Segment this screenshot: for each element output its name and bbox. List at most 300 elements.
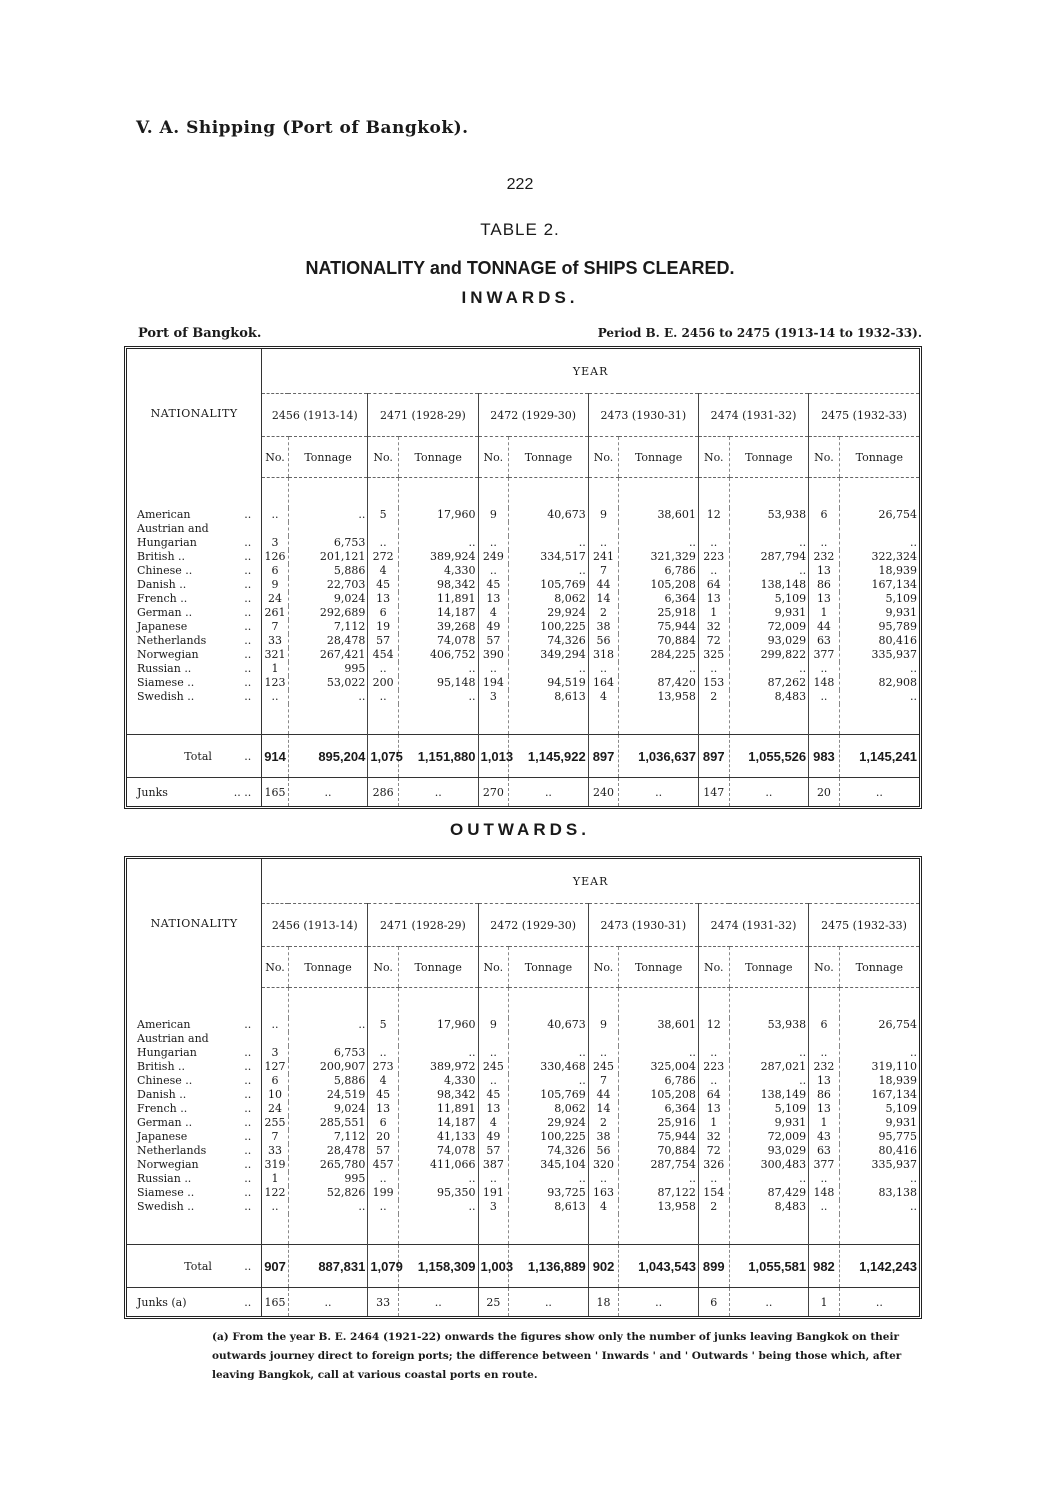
tonnage-value: 9,024 [288,1102,368,1116]
tonnage-value: .. [398,690,478,704]
ship-count: .. [478,536,509,550]
ship-count: 7 [271,620,279,633]
ship-count: 7 [588,564,619,578]
ship-count: 387 [478,1158,509,1172]
total-count: 902 [588,1245,619,1288]
tonnage-value: 287,021 [729,1060,809,1074]
ship-count: 2 [588,1116,619,1130]
ship-count: 9 [588,508,619,522]
total-count: 1,013 [478,735,509,778]
table-row [127,1144,919,1158]
nationality-name: American [137,508,191,521]
tonnage-value: 74,078 [398,634,478,648]
junks-count: 1 [809,1288,840,1317]
ship-count: 2 [698,1200,729,1214]
table-row [127,536,919,550]
ship-count: 56 [588,634,619,648]
tonnage-value: 299,822 [729,648,809,662]
tonnage-value [288,1032,368,1046]
ship-count [588,1032,619,1046]
tonnage-value: .. [288,1200,368,1214]
table-title: TABLE 2. [480,220,560,239]
ship-count: 1 [271,1172,279,1185]
table-row [127,1102,919,1116]
ship-count: 14 [588,1102,619,1116]
tonnage-value: .. [619,1046,699,1060]
tonnage-value: 5,886 [288,564,368,578]
tonnage-value [729,1032,809,1046]
tonnage-value: 325,004 [619,1060,699,1074]
table-row [127,1018,919,1032]
tonnage-header: Tonnage [398,947,478,988]
tonnage-value: .. [509,564,589,578]
tonnage-value: 24,519 [288,1088,368,1102]
tonnage-value: 5,886 [288,1074,368,1088]
ship-count: 24 [267,1102,282,1115]
total-count: 907 [262,1245,289,1288]
ship-count: 261 [264,606,286,619]
ship-count: 6 [368,606,399,620]
table-row [127,676,919,690]
no-header: No. [262,437,289,478]
nationality-name: Danish .. [137,1088,187,1101]
ship-count: 163 [588,1186,619,1200]
table-row [127,648,919,662]
tonnage-value: .. [398,1046,478,1060]
ship-count: 56 [588,1144,619,1158]
tonnage-value: 95,148 [398,676,478,690]
ship-count: 13 [698,1102,729,1116]
ship-count: 13 [809,1074,840,1088]
leader-dots: .. [244,648,252,661]
tonnage-value: 345,104 [509,1158,589,1172]
tonnage-value: 98,342 [398,578,478,592]
table-row [127,620,919,634]
ship-count: 33 [267,1144,282,1157]
tonnage-value: 335,937 [839,648,919,662]
tonnage-value: 167,134 [839,578,919,592]
tonnage-value: 4,330 [398,564,478,578]
tonnage-value [619,522,699,536]
tonnage-value: .. [729,1172,809,1186]
tonnage-value: 74,326 [509,1144,589,1158]
tonnage-header: Tonnage [729,947,809,988]
total-tonnage: 1,036,637 [619,735,699,778]
total-count: 914 [262,735,289,778]
tonnage-value: 5,109 [729,592,809,606]
ship-count: .. [271,690,279,703]
tonnage-value: 72,009 [729,620,809,634]
ship-count: .. [588,1172,619,1186]
ship-count: 325 [698,648,729,662]
junks-tonnage: .. [398,1288,478,1317]
ship-count: 255 [264,1116,286,1129]
leader-dots: .. [244,1158,252,1171]
ship-count: 1 [809,1116,840,1130]
nationality-name: Chinese .. [137,564,193,577]
no-header: No. [368,437,399,478]
ship-count: 49 [478,620,509,634]
ship-count: 127 [264,1060,286,1073]
tonnage-value: 13,958 [619,1200,699,1214]
ship-count: 9 [478,508,509,522]
ship-count: 5 [368,508,399,522]
nationality-header: NATIONALITY [127,349,262,478]
tonnage-value: 7,112 [288,620,368,634]
ship-count: 4 [368,564,399,578]
ship-count: 9 [478,1018,509,1032]
tonnage-value: 4,330 [398,1074,478,1088]
nationality-name: Russian .. [137,1172,192,1185]
junks-tonnage: .. [729,1288,809,1317]
table-row [127,1060,919,1074]
table-row [127,1200,919,1214]
outwards-grid [127,859,919,1316]
table-row [127,1172,919,1186]
ship-count: 20 [368,1130,399,1144]
nationality-name: French .. [137,1102,188,1115]
ship-count: 13 [809,592,840,606]
ship-count: 33 [267,634,282,647]
nationality-name: British .. [137,550,186,563]
junks-tonnage: .. [398,778,478,807]
tonnage-value: 8,613 [509,1200,589,1214]
inwards-title: INWARDS. [461,288,579,307]
tonnage-value: 74,078 [398,1144,478,1158]
tonnage-value: .. [619,536,699,550]
tonnage-value: 87,122 [619,1186,699,1200]
tonnage-value: 70,884 [619,1144,699,1158]
tonnage-value: 9,931 [839,1116,919,1130]
leader-dots: .. [244,508,252,521]
tonnage-value: 100,225 [509,1130,589,1144]
ship-count: 57 [478,634,509,648]
tonnage-value: .. [509,536,589,550]
no-header: No. [698,437,729,478]
ship-count: 273 [368,1060,399,1074]
ship-count: 43 [809,1130,840,1144]
ship-count: .. [368,690,399,704]
nationality-name: Netherlands [137,634,207,647]
nationality-name: Austrian and [137,522,209,535]
total-tonnage: 1,055,526 [729,735,809,778]
footnote: (a) From the year B. E. 2464 (1921-22) onwards the figures show only the number of junks leaving Bangkok on their outwards journey direct to foreign ports; the difference between ' Inwards ' and ' Outwards ' being those which, after leaving Bangkok, call at various coastal ports en route. [212,1331,902,1381]
leader-dots: .. [244,690,252,703]
tonnage-value: 138,149 [729,1088,809,1102]
junks-tonnage: .. [729,778,809,807]
ship-count: 45 [368,578,399,592]
leader-dots: .. [244,1172,252,1185]
ship-count: 457 [368,1158,399,1172]
ship-count: 154 [698,1186,729,1200]
total-tonnage: 1,151,880 [398,735,478,778]
table-row [127,690,919,704]
junks-tonnage: .. [619,778,699,807]
total-tonnage: 1,142,243 [839,1245,919,1288]
inwards-table [124,346,922,809]
tonnage-value: .. [509,662,589,676]
tonnage-value: 6,753 [288,1046,368,1060]
ship-count: 6 [271,1074,279,1087]
table-row [127,606,919,620]
tonnage-value: .. [839,1046,919,1060]
junks-row [127,1288,919,1317]
ship-count: 6 [809,1018,840,1032]
ship-count: .. [809,1200,840,1214]
ship-count [262,1032,289,1046]
ship-count: 6 [809,508,840,522]
tonnage-value: .. [619,1172,699,1186]
ship-count: 7 [588,1074,619,1088]
tonnage-header: Tonnage [729,437,809,478]
leader-dots: .. [244,676,252,689]
tonnage-value: 8,062 [509,592,589,606]
tonnage-value: 8,062 [509,1102,589,1116]
tonnage-header: Tonnage [288,947,368,988]
ship-count: 44 [588,578,619,592]
ship-count: 4 [588,690,619,704]
tonnage-value: 95,350 [398,1186,478,1200]
tonnage-value: 80,416 [839,1144,919,1158]
ship-count [809,1032,840,1046]
ship-count: 13 [698,592,729,606]
nationality-name: Swedish .. [137,690,195,703]
ship-count: 223 [698,1060,729,1074]
junks-count: 6 [698,1288,729,1317]
ship-count: .. [809,662,840,676]
tonnage-value: 13,958 [619,690,699,704]
ship-count: .. [368,1172,399,1186]
table-row [127,522,919,536]
table-row [127,1074,919,1088]
ship-count [368,522,399,536]
ship-count: .. [271,1200,279,1213]
total-count: 1,003 [478,1245,509,1288]
tonnage-value: 105,208 [619,1088,699,1102]
leader-dots: .. [244,749,252,763]
nationality-name: German .. [137,1116,193,1129]
tonnage-value: 72,009 [729,1130,809,1144]
ship-count: 24 [267,592,282,605]
tonnage-value: .. [398,1200,478,1214]
ship-count: 32 [698,620,729,634]
tonnage-value: 87,420 [619,676,699,690]
ship-count: 12 [698,1018,729,1032]
ship-count: .. [809,536,840,550]
ship-count: 3 [478,1200,509,1214]
ship-count: 45 [478,578,509,592]
total-row [127,1245,919,1288]
table-row [127,1130,919,1144]
leader-dots: .. [244,550,252,563]
tonnage-value: 26,754 [839,508,919,522]
tonnage-value: 335,937 [839,1158,919,1172]
junks-tonnage: .. [288,778,368,807]
period-header: 2474 (1931-32) [698,904,808,947]
table-row [127,508,919,522]
tonnage-value: 38,601 [619,1018,699,1032]
tonnage-value: 287,754 [619,1158,699,1172]
leader-dots: .. [244,1046,252,1059]
leader-dots: .. [244,1144,252,1157]
nationality-name: Hungarian [137,536,197,549]
ship-count: 1 [698,1116,729,1130]
ship-count: .. [809,690,840,704]
tonnage-value: 40,673 [509,508,589,522]
ship-count: 454 [368,648,399,662]
total-count: 897 [588,735,619,778]
tonnage-value: 74,326 [509,634,589,648]
tonnage-value: 29,924 [509,606,589,620]
nationality-name: French .. [137,592,188,605]
tonnage-header: Tonnage [619,947,699,988]
tonnage-value: .. [729,564,809,578]
tonnage-value: 11,891 [398,592,478,606]
ship-count [588,522,619,536]
ship-count: 232 [809,550,840,564]
ship-count: 2 [588,606,619,620]
tonnage-value: 334,517 [509,550,589,564]
ship-count: 63 [809,634,840,648]
nationality-name: Russian .. [137,662,192,675]
leader-dots: .. [244,1186,252,1199]
ship-count [698,1032,729,1046]
no-header: No. [809,437,840,478]
ship-count: 200 [368,676,399,690]
table-row [127,564,919,578]
ship-count: 7 [271,1130,279,1143]
tonnage-value: 8,483 [729,690,809,704]
ship-count: .. [698,1046,729,1060]
tonnage-value: .. [729,662,809,676]
ship-count: 3 [271,1046,279,1059]
tonnage-value: 292,689 [288,606,368,620]
ship-count: 4 [368,1074,399,1088]
tonnage-value: .. [398,536,478,550]
total-label: Total [184,749,212,763]
junks-row [127,778,919,807]
ship-count: 86 [809,578,840,592]
junks-label: Junks [137,785,168,799]
leader-dots: .. [244,536,252,549]
ship-count: .. [809,1046,840,1060]
tonnage-value: 29,924 [509,1116,589,1130]
tonnage-value: .. [509,1046,589,1060]
nationality-name: Norwegian [137,1158,199,1171]
tonnage-value: .. [729,1074,809,1088]
ship-count: 191 [478,1186,509,1200]
ship-count: 4 [478,606,509,620]
tonnage-value [729,522,809,536]
ship-count [478,1032,509,1046]
ship-count: 3 [478,690,509,704]
ship-count: 194 [478,676,509,690]
tonnage-value: 17,960 [398,508,478,522]
ship-count: .. [478,662,509,676]
tonnage-value: 105,769 [509,1088,589,1102]
tonnage-value: 41,133 [398,1130,478,1144]
no-header: No. [588,947,619,988]
ship-count: .. [478,1046,509,1060]
period-header: 2473 (1930-31) [588,904,698,947]
ship-count: .. [368,1200,399,1214]
ship-count: .. [478,564,509,578]
ship-count: 326 [698,1158,729,1172]
table-row [127,592,919,606]
leader-dots: .. [244,606,252,619]
ship-count: 232 [809,1060,840,1074]
nationality-name: Swedish .. [137,1200,195,1213]
total-tonnage: 1,136,889 [509,1245,589,1288]
ship-count: 199 [368,1186,399,1200]
nationality-name: Hungarian [137,1046,197,1059]
ship-count: .. [809,1172,840,1186]
tonnage-value: 105,208 [619,578,699,592]
junks-count: 165 [264,1295,286,1309]
tonnage-header: Tonnage [398,437,478,478]
junks-label: Junks (a) [137,1295,187,1309]
tonnage-value: .. [619,662,699,676]
ship-count: 4 [588,1200,619,1214]
period-header: 2475 (1932-33) [809,904,919,947]
tonnage-value: 287,794 [729,550,809,564]
leader-dots: .. [244,1130,252,1143]
ship-count: 9 [271,578,279,591]
ship-count [262,522,289,536]
junks-count: 25 [478,1288,509,1317]
leader-dots: .. [244,592,252,605]
nationality-name: Austrian and [137,1032,209,1045]
period-header: 2471 (1928-29) [368,394,478,437]
tonnage-value: .. [288,690,368,704]
ship-count: .. [698,1172,729,1186]
table-row [127,1046,919,1060]
ship-count: .. [698,536,729,550]
tonnage-header: Tonnage [509,437,589,478]
tonnage-value: 6,364 [619,592,699,606]
ship-count: 6 [368,1116,399,1130]
no-header: No. [368,947,399,988]
tonnage-header: Tonnage [509,947,589,988]
nationality-name: American [137,1018,191,1031]
junks-count: 240 [588,778,619,807]
ship-count: 5 [368,1018,399,1032]
tonnage-value: 5,109 [839,1102,919,1116]
tonnage-value: 28,478 [288,634,368,648]
leader-dots: .. [244,662,252,675]
tonnage-value: .. [288,508,368,522]
tonnage-value: 6,786 [619,1074,699,1088]
total-tonnage: 1,043,543 [619,1245,699,1288]
leader-dots: .. [244,1295,252,1309]
period-header: 2456 (1913-14) [262,394,368,437]
tonnage-value: 53,938 [729,508,809,522]
total-count: 983 [809,735,840,778]
ship-count: 241 [588,550,619,564]
total-tonnage: 1,055,581 [729,1245,809,1288]
total-label: Total [184,1259,212,1273]
leader-dots: .. [244,578,252,591]
tonnage-value: 11,891 [398,1102,478,1116]
tonnage-value: .. [729,1046,809,1060]
ship-count: 6 [271,564,279,577]
tonnage-value: 22,703 [288,578,368,592]
ship-count: 245 [478,1060,509,1074]
ship-count: 2 [698,690,729,704]
tonnage-value: .. [288,1018,368,1032]
total-tonnage: 887,831 [288,1245,368,1288]
junks-tonnage: .. [839,778,919,807]
